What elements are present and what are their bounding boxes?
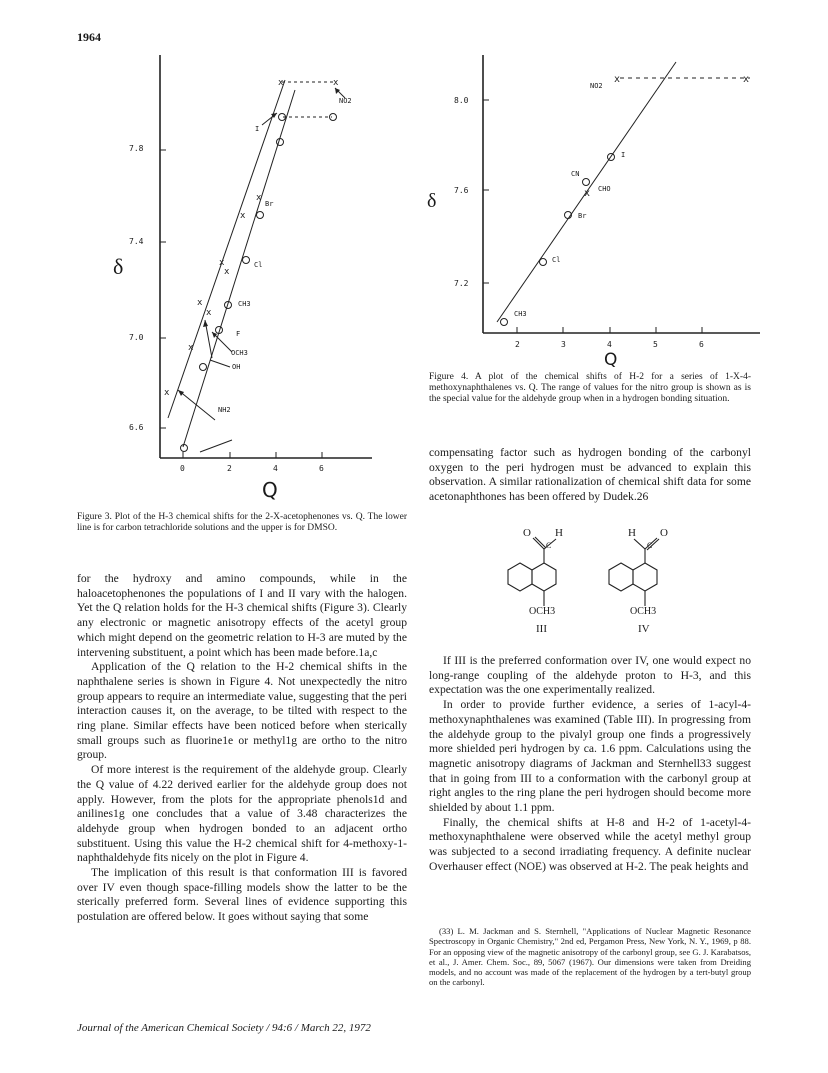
- fig4-point-label: Br: [578, 212, 587, 220]
- structure-iii-label: III: [536, 623, 547, 635]
- fig4-ytick: 7.6: [454, 186, 469, 195]
- fig3-x-axis-symbol: Q: [262, 478, 278, 502]
- fig3-ytick: 7.4: [129, 237, 144, 246]
- fig3-point-label: F: [236, 330, 241, 338]
- svg-text:x: x: [188, 343, 194, 353]
- structure-iv-left-atom: H: [628, 527, 636, 539]
- page-number: 1964: [77, 30, 101, 44]
- paragraph: Of more interest is the requirement of the aldehyde group. Clearly the Q value of 4.22 derived earlier for the aldehyde group does not apply. However, from the plots for the appropriate phenols1d and anilines1g one concludes that a value of 3.48 characterizes the aldehyde group when hydrogen bonded to an adjacent ortho substituent. Using this value the H-2 chemical shift for 4-methoxy-1-naphthaldehyde fits nicely on the plot in Figure 4.: [77, 763, 407, 865]
- figure-4-caption: Figure 4. A plot of the chemical shifts of H-2 for a series of 1-X-4-methoxynaphthalenes vs. Q. The range of values for the nitro group is shown as is the special value for the aldehyde group when in a hydrogen bonding situation.: [429, 372, 751, 404]
- fig3-point-label: I: [255, 125, 260, 133]
- fig3-point-label: OCH3: [231, 349, 248, 357]
- structure-iv-substituent: OCH3: [630, 606, 657, 617]
- left-column-text: [77, 572, 407, 925]
- fig3-point-label: CH3: [238, 300, 251, 308]
- fig4-point-label: I: [621, 151, 626, 159]
- fig3-xtick: 0: [180, 464, 185, 473]
- paragraph: for the hydroxy and amino compounds, while in the haloacetophenones the populations of I and II vary with the halogen. Yet the Q relation holds for the H-3 chemical shifts (Figure 3). Clearly any electronic or magnetic anisotropy effects of the acetyl group which might depend on the geometric relation to H-3 are muted by the intervening substituent, a point which has been made before.1a,c: [77, 572, 407, 659]
- structure-iii-substituent: OCH3: [529, 606, 556, 617]
- fig3-point-label: Cl: [254, 261, 263, 269]
- svg-text:x: x: [197, 298, 203, 308]
- structure-iv-carbon: C: [647, 541, 653, 550]
- svg-text:x: x: [219, 258, 225, 268]
- structure-iii-right-atom: H: [555, 527, 563, 539]
- fig4-ytick: 8.0: [454, 96, 469, 105]
- fig4-x-axis-symbol: Q: [604, 350, 618, 370]
- fig3-y-axis-symbol: δ: [113, 254, 124, 279]
- fig3-point-label: Br: [265, 200, 274, 208]
- structure-iv-label: IV: [638, 623, 650, 635]
- svg-text:x: x: [743, 74, 750, 85]
- svg-text:x: x: [584, 188, 591, 199]
- fig4-xtick: 3: [561, 340, 566, 349]
- fig3-ytick: 7.0: [129, 333, 144, 342]
- fig4-xtick: 6: [699, 340, 704, 349]
- paragraph: In order to provide further evidence, a series of 1-acyl-4-methoxynaphthalenes was examined (Table III). In progressing from the aldehyde group to the pivalyl group one finds a progressively more shielded peri hydrogen by ca. 1.6 ppm. Calculations using the magnetic anisotropy diagrams of Jackman and Sternhell33 suggest that in going from III to a conformation with the carbonyl group at right angles to the ring plane the peri hydrogen should become more shielded by about 1.1 ppm.: [429, 698, 751, 815]
- svg-text:x: x: [224, 267, 230, 277]
- fig3-ytick: 7.8: [129, 144, 144, 153]
- structure-iii-left-atom: O: [523, 527, 531, 539]
- paragraph: The implication of this result is that conformation III is favored over IV even though space-filling models show the latter to be the sterically preferred form. Several lines of evidence supporting this postulation are offered below. It goes without saying that some: [77, 866, 407, 924]
- svg-text:x: x: [333, 78, 339, 88]
- structure-iv-right-atom: O: [660, 527, 668, 539]
- fig4-y-axis-symbol: δ: [427, 190, 437, 212]
- svg-text:x: x: [614, 74, 621, 85]
- structure-iii-carbon: C: [546, 541, 552, 550]
- paragraph: Application of the Q relation to the H-2 chemical shifts in the naphthalene series is shown in Figure 4. Not unexpectedly the nitro group appears to require an intermediate value, suggesting that the peri interaction causes it, on the average, to be tilted with respect to the ring plane. Similar effects have been noticed before when sterically small groups such as fluorine1e or methyl1g are ortho to the nitro group.: [77, 660, 407, 762]
- paragraph: Finally, the chemical shifts at H-8 and H-2 of 1-acetyl-4-methoxynaphthalene were observed while the acetyl methyl group was subjected to a second irradiating frequency. A definite nuclear Overhauser effect (NOE) was observed at H-2. The peak heights and: [429, 815, 751, 873]
- fig3-ytick: 6.6: [129, 423, 144, 432]
- fig4-ytick: 7.2: [454, 279, 469, 288]
- fig3-point-label: NH2: [218, 406, 231, 414]
- fig4-point-label: Cl: [552, 256, 561, 264]
- fig3-point-label: OH: [232, 363, 241, 371]
- svg-text:x: x: [240, 211, 246, 221]
- fig4-point-label: NO2: [590, 82, 603, 90]
- svg-text:x: x: [278, 78, 284, 88]
- figure-3-caption: Figure 3. Plot of the H-3 chemical shifts for the 2-X-acetophenones vs. Q. The lower line is for carbon tetrachloride solutions and the upper is for DMSO.: [77, 512, 407, 533]
- fig3-point-label: NO2: [339, 97, 352, 105]
- fig4-point-label: CN: [571, 170, 580, 178]
- fig4-point-label: CHO: [598, 185, 611, 193]
- svg-text:x: x: [256, 193, 262, 203]
- fig4-point-label: CH3: [514, 310, 527, 318]
- fig4-xtick: 2: [515, 340, 520, 349]
- footnote-33: (33) L. M. Jackman and S. Sternhell, "Applications of Nuclear Magnetic Resonance Spectroscopy in Organic Chemistry," 2nd ed, Pergamon Press, New York, N. Y., 1969, p 88. For an opposing view of the magnetic anisotropy of the carbonyl group, see G. J. Karabatsos, et al., J. Amer. Chem. Soc., 89, 5067 (1967). Our dimensions were taken from Dreiding models, and no account was made of the replacement of the hydrogen by a tert-butyl group on the carbonyl.: [429, 926, 751, 988]
- paragraph: If III is the preferred conformation over IV, one would expect no long-range coupling of the aldehyde proton to H-3, and this expectation was the one experimentally realized.: [429, 654, 751, 697]
- svg-text:x: x: [206, 308, 212, 318]
- fig3-xtick: 4: [273, 464, 278, 473]
- fig4-xtick: 4: [607, 340, 612, 349]
- right-column-top-paragraph: compensating factor such as hydrogen bonding of the carbonyl oxygen to the peri hydrogen must be advanced to explain this observation. A similar rationalization of chemical shift data for some acetonaphthones has been offered by Dudek.26: [429, 446, 751, 504]
- fig4-xtick: 5: [653, 340, 658, 349]
- fig3-xtick: 2: [227, 464, 232, 473]
- svg-text:x: x: [164, 388, 170, 398]
- fig3-xtick: 6: [319, 464, 324, 473]
- right-column-text: [429, 654, 751, 875]
- journal-footer: Journal of the American Chemical Society / 94:6 / March 22, 1972: [77, 1022, 371, 1034]
